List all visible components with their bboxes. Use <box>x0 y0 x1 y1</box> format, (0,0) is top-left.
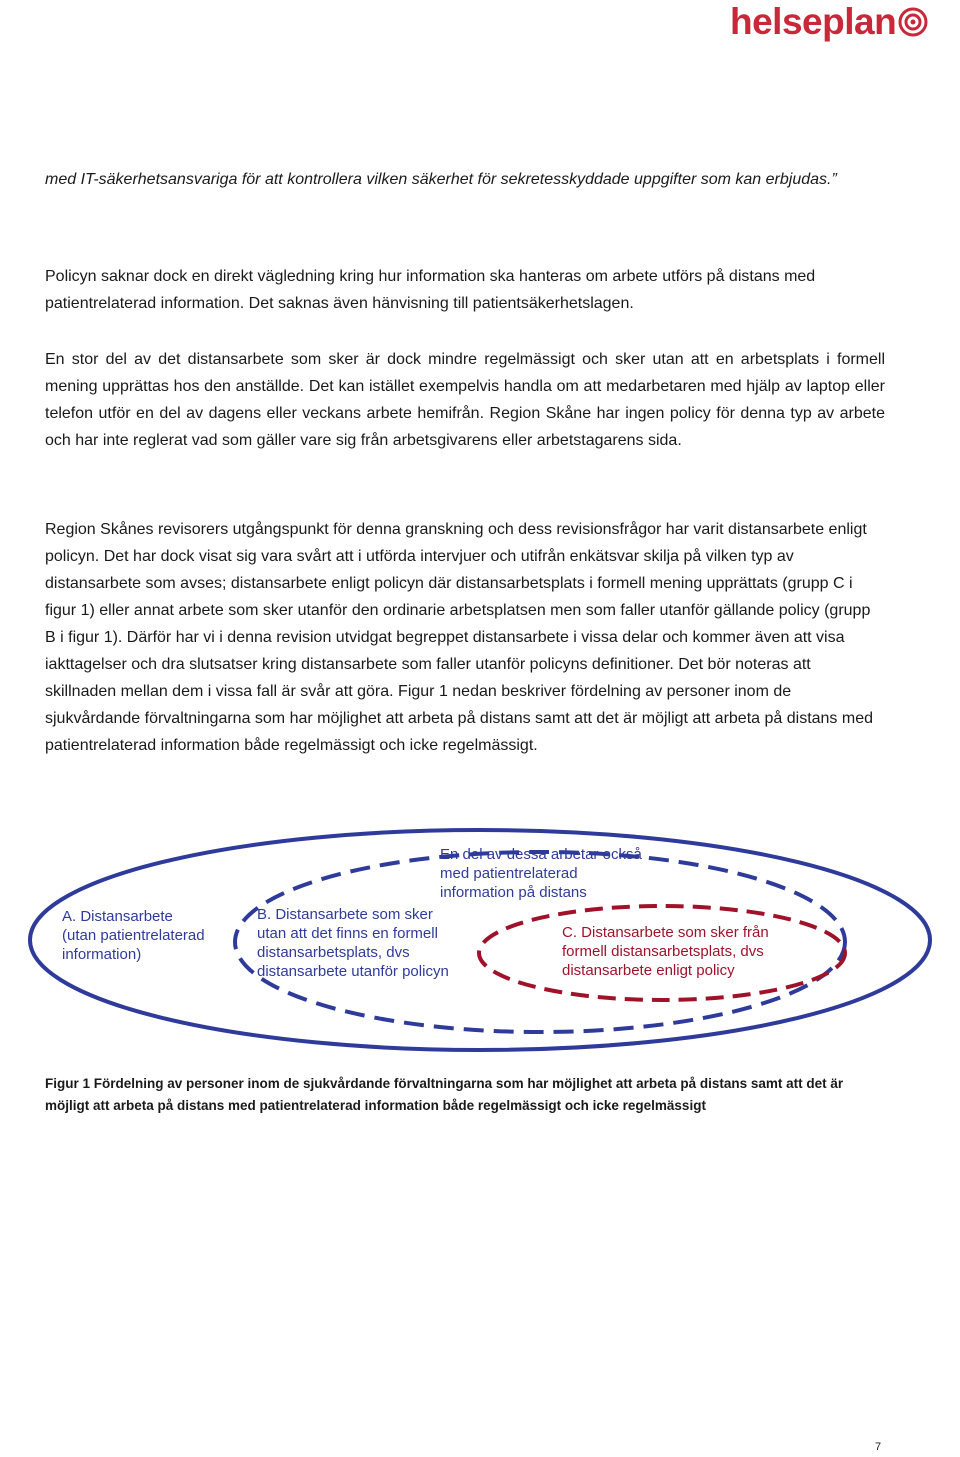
paragraph-quote-end: med IT-säkerhetsansvariga för att kontrollera vilken säkerhet för sekretesskyddade uppgifter som kan erbjudas.” <box>45 171 837 188</box>
paragraph-policy-gap: Policyn saknar dock en direkt vägledning kring hur information ska hanteras om arbete utförs på distans med patientrelaterad information. Det saknas även hänvisning till patientsäkerhetslagen. <box>45 268 816 312</box>
label-group-b: B. Distansarbete som sker utan att det finns en formell distansarbetsplats, dvs distansarbete utanför policyn <box>257 906 449 980</box>
page-number: 7 <box>875 1441 882 1453</box>
label-patient-info: En del av dessa arbetar också med patientrelaterad information på distans <box>440 846 642 901</box>
logo-text: helseplan <box>730 1 897 42</box>
paragraph-scope: Region Skånes revisorers utgångspunkt för denna granskning och dess revisionsfrågor har varit distansarbete enligt policyn. Det har dock visat sig vara svårt att i utförda intervjuer och utifrån enkätsvar skilja på vilken typ av distansarbete som avses; distansarbete enligt policyn där distansarbetsplats i formell mening upprättats (grupp C i figur 1) eller annat arbete som sker utanför den ordinarie arbetsplatsen men som faller utanför gällande policy (grupp B i figur 1). Därför har vi i denna revision utvidgat begreppet distansarbete i vissa delar och kommer även att visa iakttagelser och dra slutsatser kring distansarbete som faller utanför policyns definitioner. Det bör noteras att skillnaden mellan dem i vissa fall är svår att göra. Figur 1 nedan beskriver fördelning av personer inom de sjukvårdande förvaltningarna som har möjlighet att arbeta på distans samt att det är möjligt att arbeta på distans med patientrelaterad information både regelmässigt och icke regelmässigt. <box>45 521 873 754</box>
target-icon <box>898 7 928 37</box>
paragraph-irregular-work: En stor del av det distansarbete som sker är dock mindre regelmässigt och sker utan att en arbetsplats i formell mening upprättas hos den anställde. Det kan istället exempelvis handla om att medarbetaren med hjälp av laptop eller telefon utför en del av dagens eller veckans arbete hemifrån. Region Skåne har ingen policy för denna typ av arbete och har inte reglerat vad som gäller vare sig från arbetsgivarens eller arbetstagarens sida. <box>45 351 885 449</box>
figure-1-diagram <box>0 820 960 1065</box>
label-group-c: C. Distansarbete som sker från formell distansarbetsplats, dvs distansarbete enligt policy <box>562 924 769 979</box>
figure-caption: Figur 1 Fördelning av personer inom de sjukvårdande förvaltningarna som har möjlighet att arbeta på distans samt att det är möjligt att arbeta på distans med patientrelaterad information både regelmässigt och icke regelmässigt <box>45 1076 844 1113</box>
helseplan-logo <box>730 0 928 44</box>
label-group-a: A. Distansarbete (utan patientrelaterad information) <box>62 908 205 963</box>
